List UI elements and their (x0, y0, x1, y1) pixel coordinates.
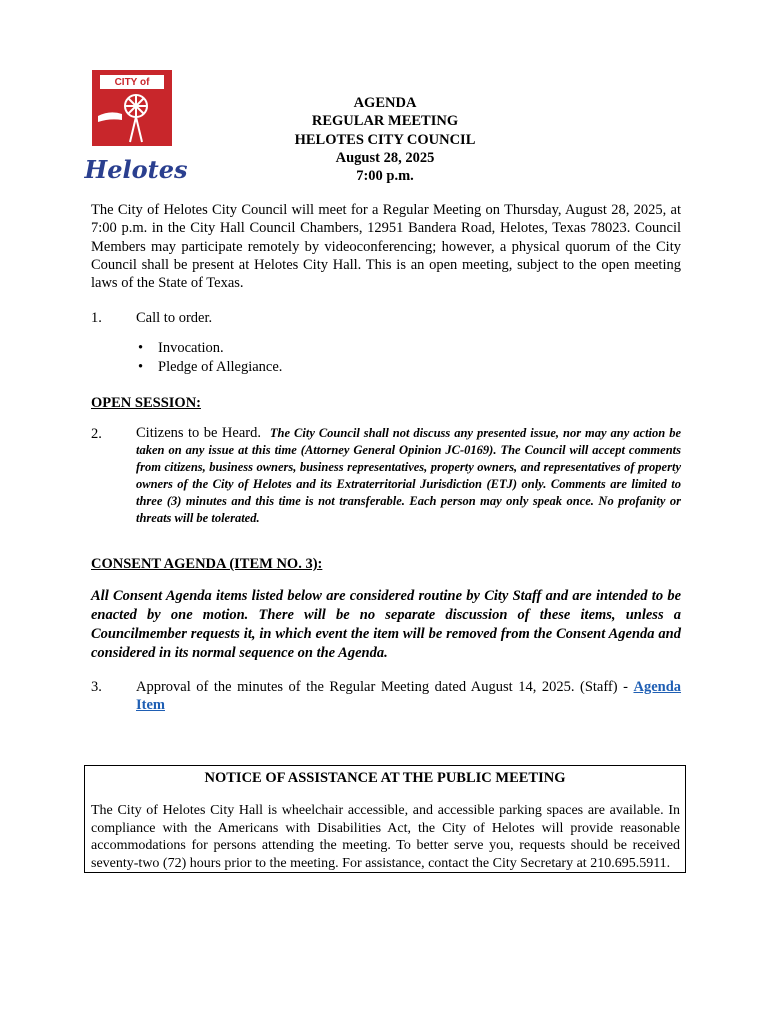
item-body (136, 425, 681, 527)
item-text: Citizens to be Heard. (136, 425, 261, 441)
item-number: 1. (91, 310, 102, 326)
item-body (136, 678, 681, 715)
item-note: The City Council shall not discuss any presented issue, nor may any action be taken on any issue at this time (Attorney General Opinion JC-0169). The Council will accept comments from citizens, business owners, business representatives, property owners, and representatives of property owners of the City of Helotes and its Extraterritorial Jurisdiction (ETJ) only. Comments are limited to three (3) minutes and this time is not transferable. Each person may only speak once. No profanity or threats will be tolerated. (136, 426, 681, 525)
bullet-text: Invocation. (158, 340, 224, 356)
bullet-text: Pledge of Allegiance. (158, 358, 283, 375)
open-session-heading: OPEN SESSION: (91, 395, 201, 411)
consent-agenda-heading: CONSENT AGENDA (ITEM NO. 3): (91, 556, 323, 572)
logo-name: Helotes (84, 155, 188, 184)
item-text: Approval of the minutes of the Regular Meeting dated August 14, 2025. (Staff) - (136, 679, 628, 695)
notice-text: The City of Helotes City Hall is wheelchair accessible, and accessible parking spaces are available. In compliance with the Americans with Disabilities Act, the City of Helotes will provide reasonable accommodations for persons attending the meeting. To better serve you, requests should be received seventy-two (72) hours prior to the meeting. For assistance, contact the City Secretary at 210.695.5911. (91, 803, 680, 871)
item-number: 2. (91, 426, 102, 442)
header-meeting-type: REGULAR MEETING (311, 113, 459, 130)
agenda-header (240, 94, 530, 185)
item-text: Call to order. (136, 310, 213, 326)
bullet-icon: • (138, 340, 144, 356)
city-logo (84, 70, 188, 184)
bullet-list (138, 339, 282, 376)
agenda-item-link[interactable]: Agenda Item (136, 679, 682, 714)
header-council: HELOTES CITY COUNCIL (294, 131, 476, 148)
header-date: August 28, 2025 (335, 149, 435, 166)
consent-agenda-note: All Consent Agenda items listed below are considered routine by City Staff and are intended to be enacted by one motion. There will be no separate discussion of these items, unless a Councilmember requests it, in which event the item will be removed from the Consent Agenda and considered in its normal sequence on the Agenda. (91, 588, 681, 661)
header-title: AGENDA (353, 95, 417, 111)
bullet-icon: • (138, 358, 144, 375)
logo-top-text: CITY of (114, 77, 150, 88)
notice-of-assistance-box (84, 765, 686, 873)
notice-title: NOTICE OF ASSISTANCE AT THE PUBLIC MEETING (204, 770, 566, 786)
list-item (138, 339, 282, 358)
agenda-item-2 (91, 425, 681, 527)
header-time: 7:00 p.m. (356, 168, 414, 185)
item-number: 3. (91, 679, 102, 695)
agenda-item-1 (91, 309, 681, 327)
intro-paragraph: The City of Helotes City Council will meet for a Regular Meeting on Thursday, August 28, 2025, at 7:00 p.m. in the City Hall Council Chambers, 12951 Bandera Road, Helotes, Texas 78023. Council Members may participate remotely by videoconferencing; however, a physical quorum of the City Council shall be present at Helotes City Hall. This is an open meeting, subject to the open meeting laws of the State of Texas. (91, 202, 681, 292)
agenda-item-3 (91, 678, 681, 715)
list-item (138, 358, 282, 377)
